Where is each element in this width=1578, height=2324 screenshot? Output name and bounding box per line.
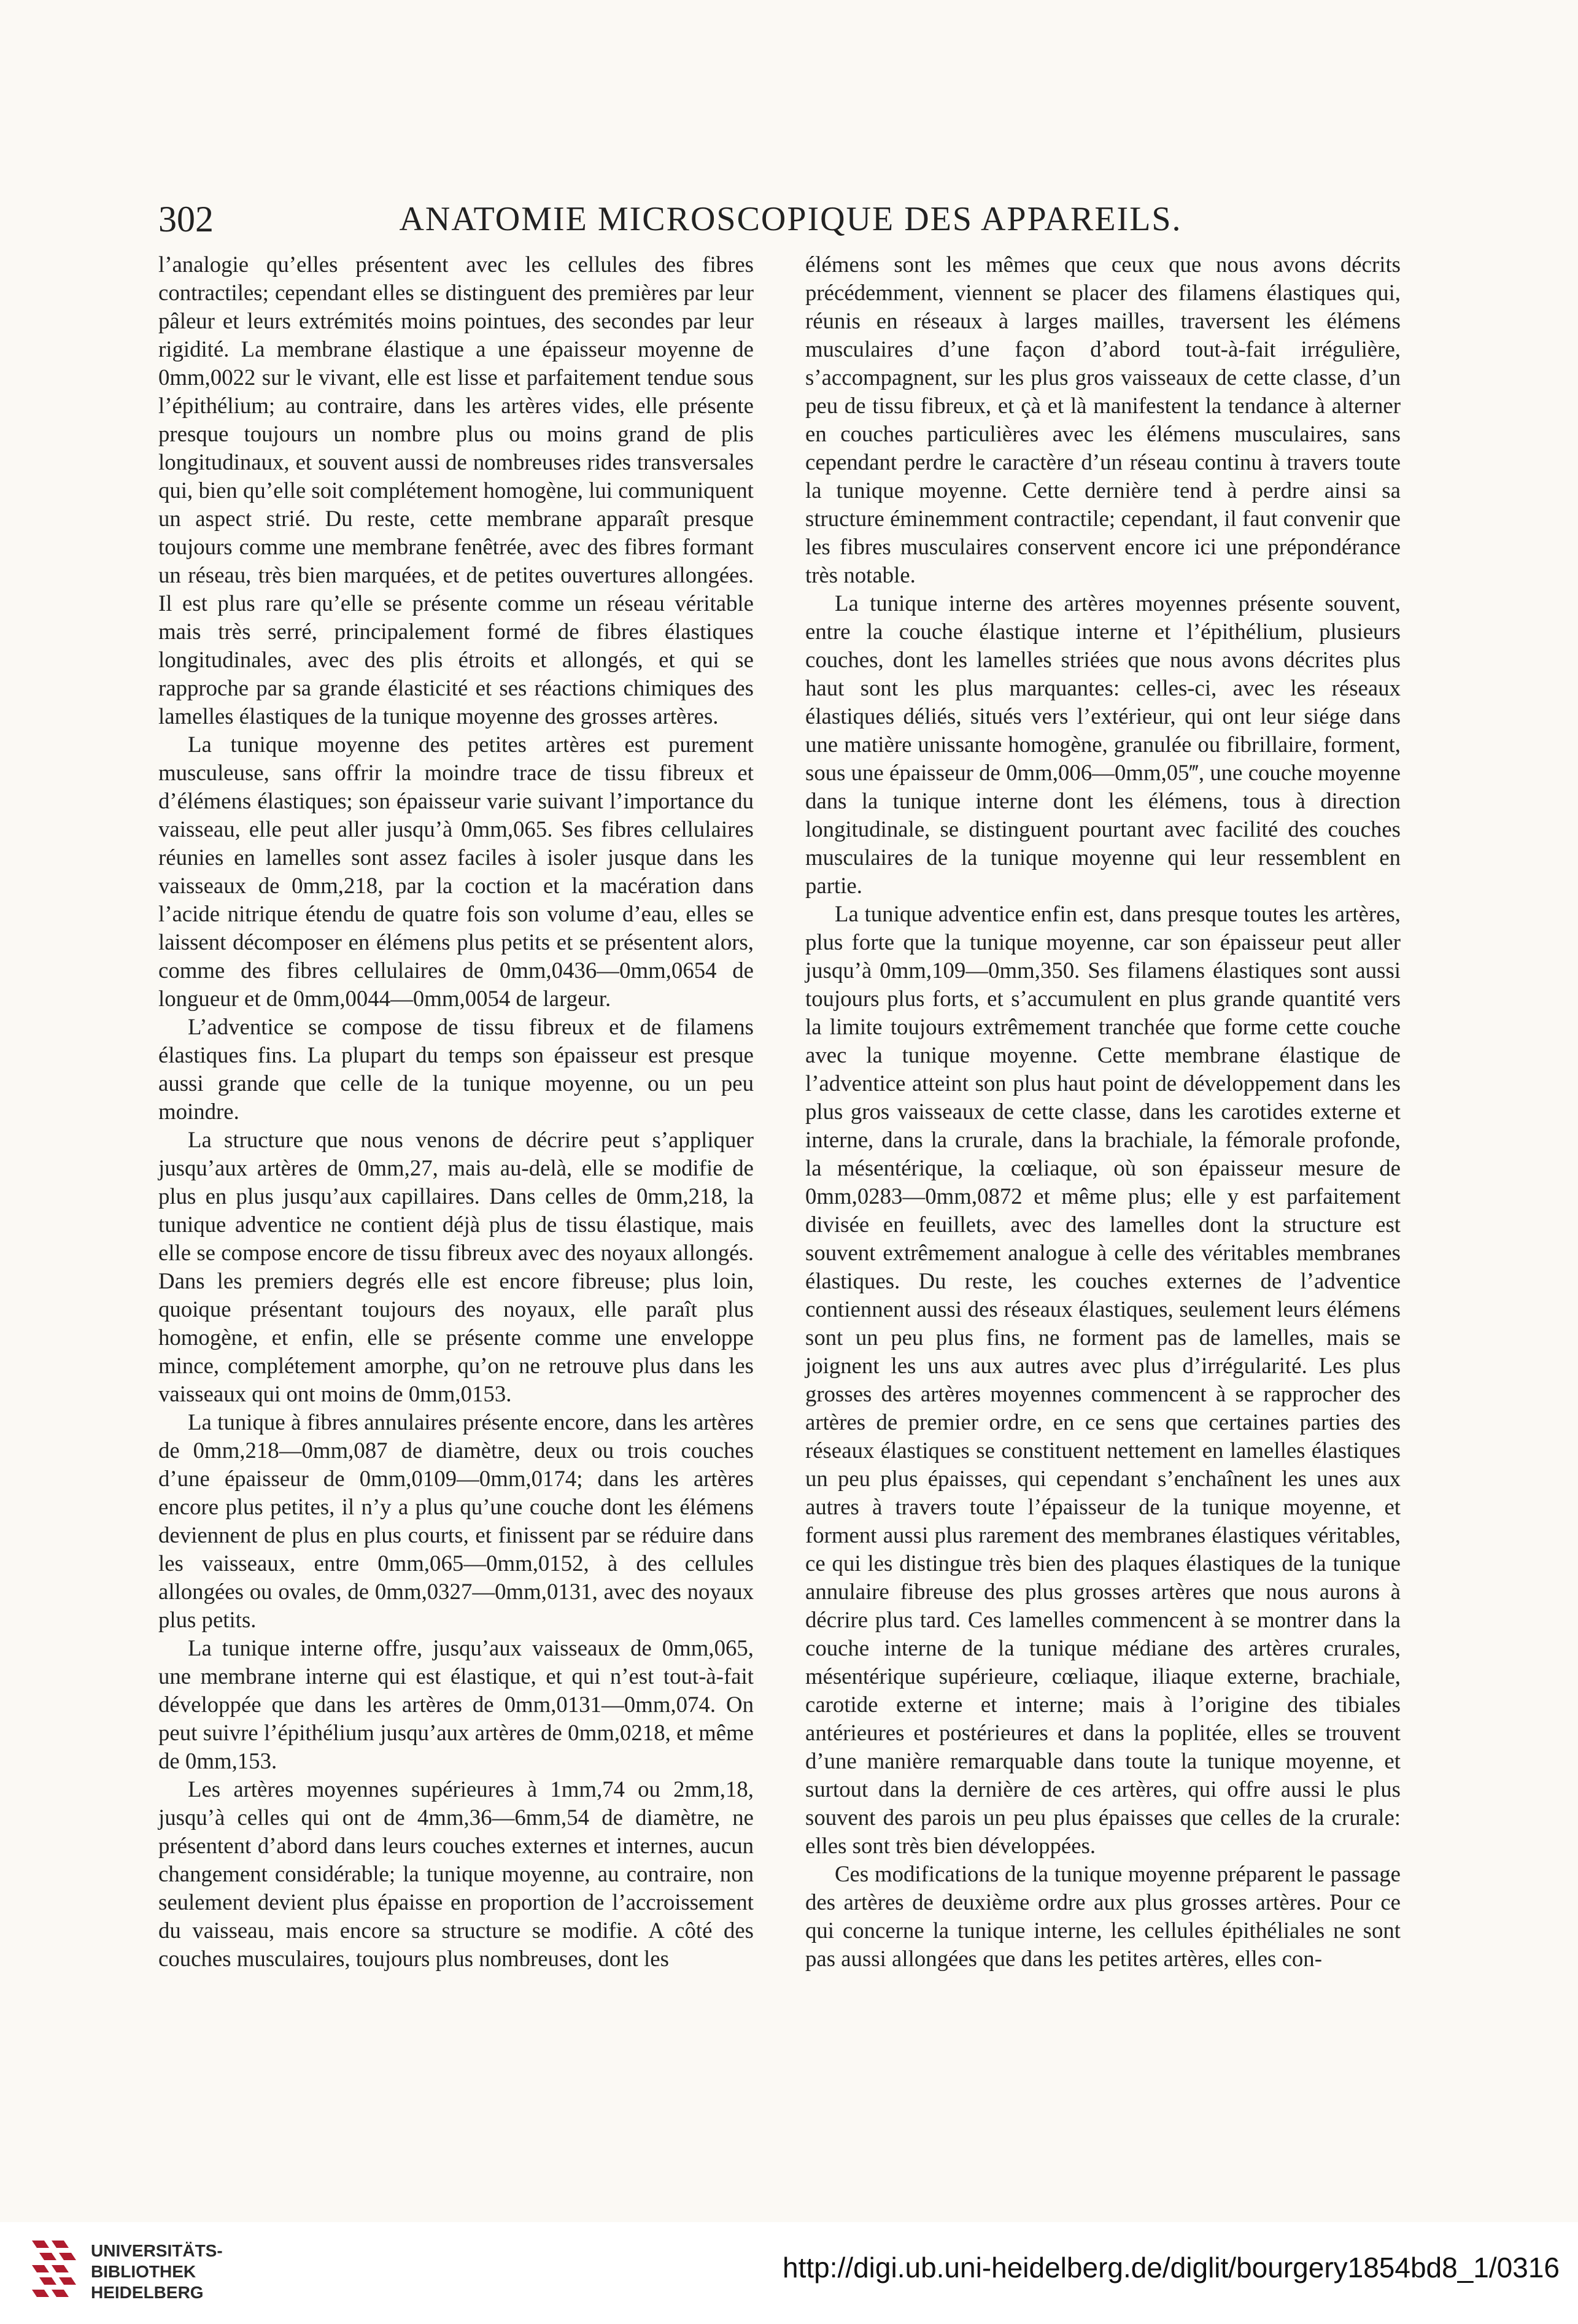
paragraph: L’adventice se compose de tissu fibreux et de filamens élastiques fins. La plupart du temps son épaisseur est presque aussi grande que celle de la tunique moyenne, ou un peu moindre. — [158, 1014, 754, 1124]
page-header — [158, 198, 1423, 241]
paragraph: La tunique moyenne des petites artères est purement musculeuse, sans offrir la moindre trace de tissu fibreux et d’élémens élastiques; son épaisseur varie suivant l’importance du vaisseau, elle peut aller jusqu’à 0mm,065. Ses fibres cellulaires réunies en lamelles sont assez faciles à isoler jusque dans les vaisseaux de 0mm,218, par la coction et la macération dans l’acide nitrique étendu de quatre fois son volume d’eau, elles se laissent décomposer en élémens plus petits et se présentent alors, comme des fibres cellulaires de 0mm,0436—0mm,0654 de longueur et de 0mm,0044—0mm,0054 de largeur. — [158, 732, 754, 1011]
right-column — [805, 250, 1401, 1973]
institution-line: BIBLIOTHEK — [91, 2262, 196, 2281]
paragraph: La tunique adventice enfin est, dans presque toutes les artères, plus forte que la tunique moyenne, car son épaisseur peut aller jusqu’à 0mm,109—0mm,350. Ses filamens élastiques sont aussi toujours plus forts, et s’accumulent en plus grande quantité vers la limite toujours extrêmement tranchée que forme cette couche avec la tunique moyenne. Cette membrane élastique de l’adventice atteint son plus haut point de développement dans les plus gros vaisseaux de cette classe, dans les carotides externe et interne, dans la crurale, dans la brachiale, la fémorale profonde, la mésentérique, la cœliaque, où son épaisseur mesure de 0mm,0283—0mm,0872 et même plus; elle y est parfaitement divisée en feuillets, avec des lamelles dont la structure est souvent extrêmement analogue à celle des véritables membranes élastiques. Du reste, les couches externes de l’adventice contiennent aussi des réseaux élastiques, seulement leurs élémens sont un peu plus fins, ne forment pas de lamelles, mais se joignent les uns aux autres avec plus d’irrégularité. Les plus grosses des artères moyennes commencent à se rapprocher des artères de premier ordre, en ce sens que certaines parties des réseaux élastiques se constituent nettement en lamelles élastiques un peu plus épaisses, qui cependant s’enchaînent les unes aux autres à travers toute l’épaisseur de la tunique moyenne, et forment aussi plus rarement des membranes élastiques véritables, ce qui les distingue très bien des plaques élastiques de la tunique annulaire fibreuse des plus grosses artères que nous aurons à décrire plus tard. Ces lamelles commencent à se montrer dans la couche interne de la tunique médiane des artères crurales, mésentérique supérieure, cœliaque, iliaque externe, brachiale, carotide externe et interne; mais à l’origine des tibiales antérieures et postérieures et dans la poplitée, elles se trouvent d’une manière remarquable dans toute la tunique moyenne, et surtout dans la dernière de ces artères, qui offre aussi le plus souvent des parois un peu plus épaisses que celles de la crurale: elles sont très bien développées. — [805, 901, 1401, 1858]
paragraph: La structure que nous venons de décrire peut s’appliquer jusqu’aux artères de 0mm,27, mais au-delà, elle se modifie de plus en plus jusqu’aux capillaires. Dans celles de 0mm,218, la tunique adventice ne contient déjà plus de tissu élastique, mais elle se compose encore de tissu fibreux avec des noyaux allongés. Dans les premiers degrés elle est encore fibreuse; plus loin, quoique présentant toujours des noyaux, elle paraît plus homogène, et enfin, elle se présente comme une enveloppe mince, complétement amorphe, qu’on ne retrouve plus dans les vaisseaux qui ont moins de 0mm,0153. — [158, 1127, 754, 1406]
running-title: ANATOMIE MICROSCOPIQUE DES APPAREILS. — [399, 200, 1182, 238]
institution-line: UNIVERSITÄTS- — [91, 2241, 223, 2260]
paragraph: Ces modifications de la tunique moyenne préparent le passage des artères de deuxième ordre aux plus grosses artères. Pour ce qui concerne la tunique interne, les cellules épithéliales ne sont pas aussi allongées que dans les petites artères, elles con- — [805, 1861, 1401, 1971]
paragraph: La tunique interne offre, jusqu’aux vaisseaux de 0mm,065, une membrane interne qui est élastique, et qui n’est tout-à-fait développée que dans les artères de 0mm,0131—0mm,074. On peut suivre l’épithélium jusqu’aux artères de 0mm,0218, et même de 0mm,153. — [158, 1635, 754, 1773]
page-number: 302 — [158, 199, 214, 239]
heidelberg-university-logo-icon — [27, 2236, 86, 2304]
institution-line: HEIDELBERG — [91, 2283, 204, 2302]
left-column — [158, 250, 754, 1973]
paragraph: La tunique interne des artères moyennes présente souvent, entre la couche élastique interne et l’épithélium, plusieurs couches, dont les lamelles striées que nous avons décrites plus haut sont les plus marquantes: celles-ci, avec les réseaux élastiques déliés, situés vers l’extérieur, qui ont leur siége dans une matière unissante homogène, granulée ou fibrillaire, forment, sous une épaisseur de 0mm,006—0mm,05‴, une couche moyenne dans la tunique interne dont les élémens, tous à direction longitudinale, se distinguent pourtant avec facilité des couches musculaires de la tunique moyenne qui leur ressemblent en partie. — [805, 591, 1401, 898]
paragraph: élémens sont les mêmes que ceux que nous avons décrits précédemment, viennent se placer des filamens élastiques qui, réunis en réseaux à larges mailles, traversent les élémens musculaires d’une façon d’abord tout-à-fait irrégulière, s’accompagnent, sur les plus gros vaisseaux de cette classe, d’un peu de tissu fibreux, et çà et là manifestent la tendance à alterner en couches particulières avec les élémens musculaires, sans cependant perdre le caractère d’un réseau continu à travers toute la tunique moyenne. Cette dernière tend à perdre ainsi sa structure éminemment contractile; cependant, il faut convenir que les fibres musculaires conservent encore ici une prépondérance très notable. — [805, 252, 1401, 587]
paragraph: Les artères moyennes supérieures à 1mm,74 ou 2mm,18, jusqu’à celles qui ont de 4mm,36—6mm,54 de diamètre, ne présentent d’abord dans leurs couches externes et internes, aucun changement considérable; la tunique moyenne, au contraire, non seulement devient plus épaisse en proportion de l’accroissement du vaisseau, mais encore sa structure se modifie. A côté des couches musculaires, toujours plus nombreuses, dont les — [158, 1776, 754, 1971]
source-url[interactable]: http://digi.ub.uni-heidelberg.de/diglit/bourgery1854bd8_1/0316 — [783, 2252, 1560, 2283]
institution-name — [91, 2241, 223, 2303]
paragraph: La tunique à fibres annulaires présente encore, dans les artères de 0mm,218—0mm,087 de diamètre, deux ou trois couches d’une épaisseur de 0mm,0109—0mm,0174; dans les artères encore plus petites, il n’y a plus qu’une couche dont les élémens deviennent de plus en plus courts, et finissent par se réduire dans les vaisseaux, entre 0mm,065—0mm,0152, à des cellules allongées ou ovales, de 0mm,0327—0mm,0131, avec des noyaux plus petits. — [158, 1409, 754, 1632]
paragraph: l’analogie qu’elles présentent avec les cellules des fibres contractiles; cependant elles se distinguent des premières par leur pâleur et leurs extrémités moins pointues, des secondes par leur rigidité. La membrane élastique a une épaisseur moyenne de 0mm,0022 sur le vivant, elle est lisse et parfaitement tendue sous l’épithélium; au contraire, dans les artères vides, elle présente presque toujours un nombre plus ou moins grand de plis longitudinaux, et souvent aussi de nombreuses rides transversales qui, bien qu’elle soit complétement homogène, lui communiquent un aspect strié. Du reste, cette membrane apparaît presque toujours comme une membrane fenêtrée, avec des fibres formant un réseau, très bien marquées, et de petites ouvertures allongées. Il est plus rare qu’elle se présente comme un réseau véritable mais très serré, principalement formé de fibres élastiques longitudinales, avec des plis étroits et allongés, et qui se rapproche par sa grande élasticité et ses réactions chimiques des lamelles élastiques de la tunique moyenne des grosses artères. — [158, 252, 754, 729]
